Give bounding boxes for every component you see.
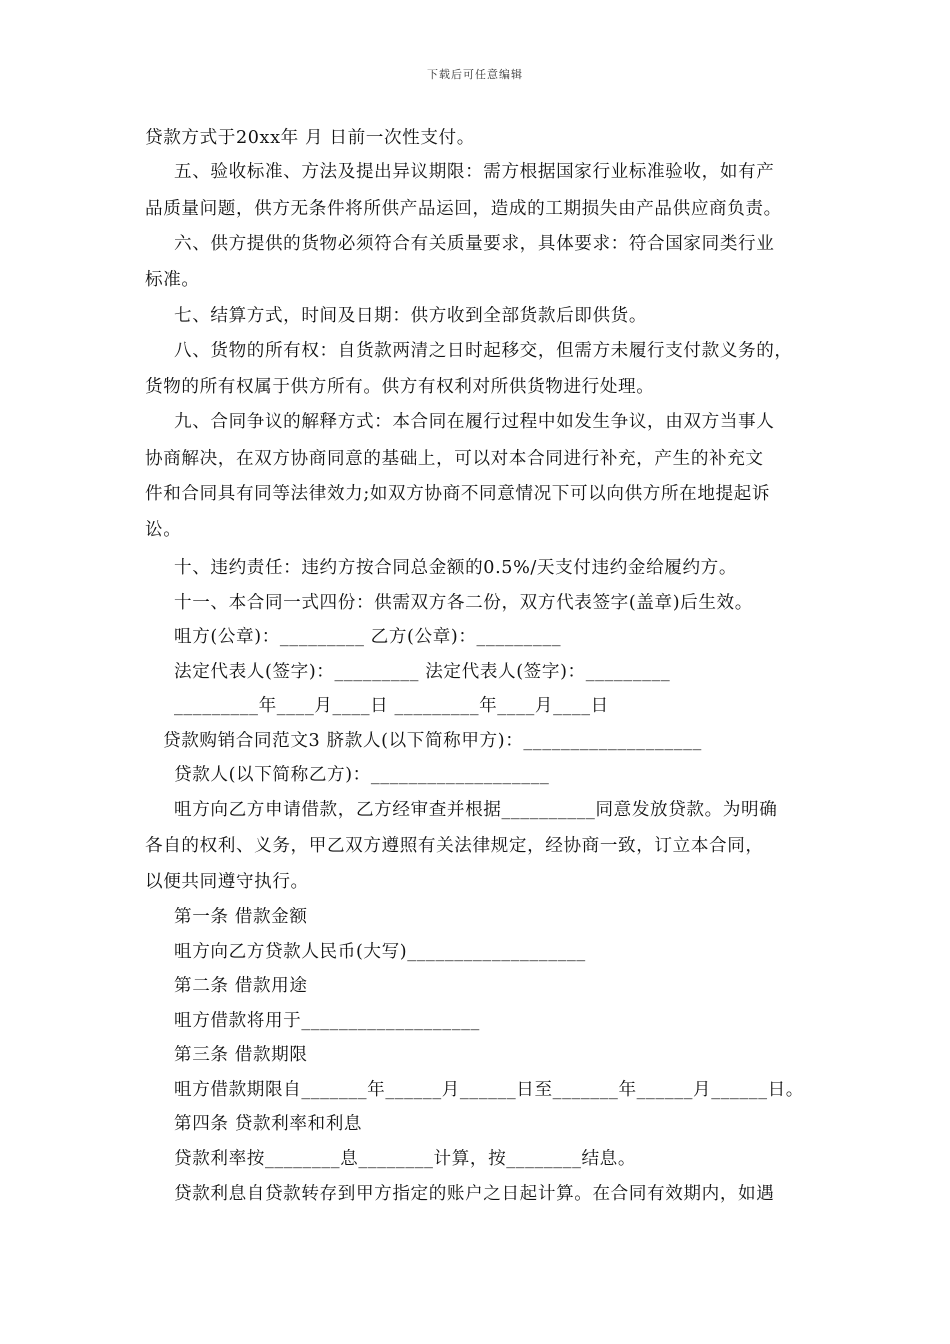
section-title: 贷款购销合同范文3 脐款人(以下简称甲方)：___________________: [163, 731, 702, 751]
article-heading: 第一条 借款金额: [174, 907, 308, 927]
text-line: 咀方借款将用于___________________: [174, 1011, 480, 1031]
text-line: 贷款方式于20xx年 月 日前一次性支付。: [145, 128, 475, 148]
text-line: 标准。: [145, 270, 200, 290]
text-line: 十、违约责任：违约方按合同总金额的0.5%/天支付违约金给履约方。: [174, 558, 738, 578]
text-line: 货物的所有权属于供方所有。供方有权利对所供货物进行处理。: [145, 377, 655, 397]
article-heading: 第二条 借款用途: [174, 976, 308, 996]
text-line: 各自的权利、义务，甲乙双方遵照有关法律规定，经协商一致，订立本合同，: [145, 836, 764, 856]
text-line: 五、验收标准、方法及提出异议期限：需方根据国家行业标准验收，如有产: [174, 162, 775, 182]
text-line: 件和合同具有同等法律效力;如双方协商不同意情况下可以向供方所在地提起诉: [145, 484, 771, 504]
text-line: 六、供方提供的货物必须符合有关质量要求，具体要求：符合国家同类行业: [174, 234, 775, 254]
article-heading: 第四条 贷款利率和利息: [174, 1114, 363, 1134]
page-header: 下载后可任意编辑: [427, 68, 523, 81]
text-line: 九、合同争议的解释方式：本合同在履行过程中如发生争议，由双方当事人: [174, 412, 775, 432]
text-line: 咀方向乙方贷款人民币(大写)___________________: [174, 942, 586, 962]
text-line: 咀方向乙方申请借款，乙方经审查并根据__________同意发放贷款。为明确: [174, 800, 778, 820]
text-line: 品质量问题，供方无条件将所供产品运回，造成的工期损失由产品供应商负责。: [145, 199, 782, 219]
text-line: 十一、本合同一式四份：供需双方各二份，双方代表签字(盖章)后生效。: [174, 593, 753, 613]
signature-line: 咀方(公章)：_________ 乙方(公章)：_________: [174, 627, 562, 647]
text-line: 贷款利息自贷款转存到甲方指定的账户之日起计算。在合同有效期内，如遇: [174, 1184, 775, 1204]
text-line: 咀方借款期限自_______年______月______日至_______年______月______日。: [174, 1080, 804, 1100]
date-line: _________年____月____日 _________年____月____日: [174, 696, 609, 716]
text-line: 以便共同遵守执行。: [145, 872, 309, 892]
text-line: 贷款利率按________息________计算，按________结息。: [174, 1149, 637, 1169]
article-heading: 第三条 借款期限: [174, 1045, 308, 1065]
text-line: 七、结算方式，时间及日期：供方收到全部货款后即供货。: [174, 306, 648, 326]
text-line: 讼。: [145, 520, 182, 540]
text-line: 八、货物的所有权：自货款两清之日时起移交，但需方未履行支付款义务的，: [174, 341, 793, 361]
text-line: 协商解决，在双方协商同意的基础上，可以对本合同进行补充，产生的补充文: [145, 449, 764, 469]
text-line: 贷款人(以下简称乙方)：___________________: [174, 765, 550, 785]
signature-line: 法定代表人(签字)：_________ 法定代表人(签字)：_________: [174, 662, 671, 682]
